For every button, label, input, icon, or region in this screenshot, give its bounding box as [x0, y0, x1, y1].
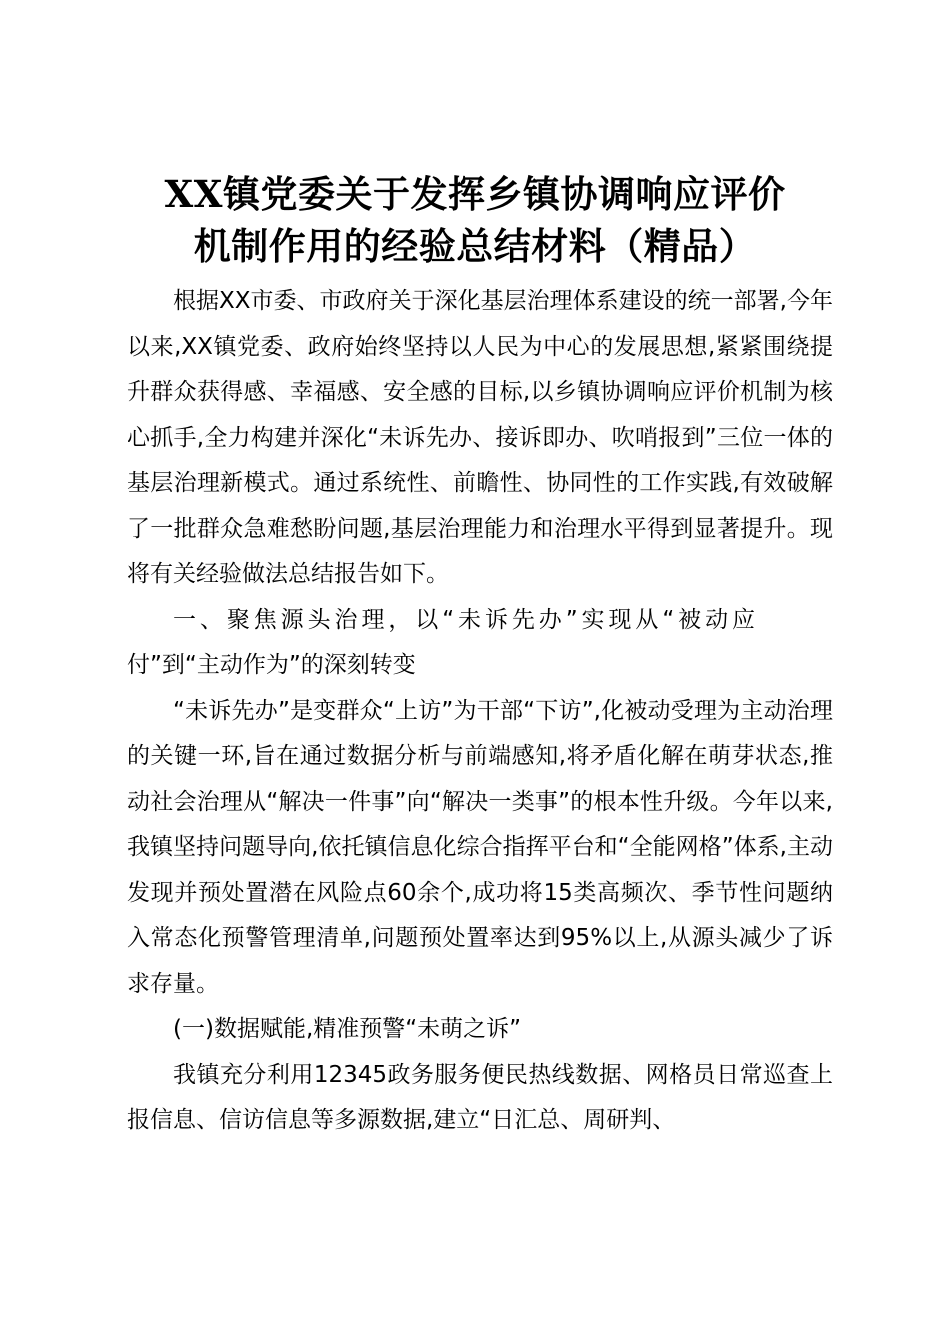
subsection-heading-1: (一)数据赋能,精准预警“未萌之诉” [173, 1016, 522, 1042]
document-title [100, 168, 850, 272]
title-line-2: 机制作用的经验总结材料（精品） [193, 224, 757, 268]
intro-paragraph: 根据XX市委、市政府关于深化基层治理体系建设的统一部署,今年以来,XX镇党委、政府始终坚持以人民为中心的发展思想,紧紧围绕提升群众获得感、幸福感、安全感的目标,以乡镇协调响应评价机制为核心抓手,全力构建并深化“未诉先办、接诉即办、吹哨报到”三位一体的基层治理新模式。通过系统性、前瞻性、协同性的工作实践,有效破解了一批群众急难愁盼问题,基层治理能力和治理水平得到显著提升。现将有关经验做法总结报告如下。 [127, 288, 833, 587]
subsection-1-paragraph: 我镇充分利用12345政务服务便民热线数据、网格员日常巡查上报信息、信访信息等多源数据,建立“日汇总、周研判、 [127, 1061, 833, 1133]
section-heading-1: 一、聚焦源头治理，以“未诉先办”实现从“被动应付”到“主动作为”的深刻转变 [127, 606, 755, 678]
section-1-paragraph: “未诉先办”是变群众“上访”为干部“下访”,化被动受理为主动治理的关键一环,旨在通过数据分析与前端感知,将矛盾化解在萌芽状态,推动社会治理从“解决一件事”向“解决一类事”的根本性升级。今年以来,我镇坚持问题导向,依托镇信息化综合指挥平台和“全能网格”体系,主动发现并预处置潜在风险点60余个,成功将15类高频次、季节性问题纳入常态化预警管理清单,问题预处置率达到95%以上,从源头减少了诉求存量。 [127, 697, 833, 997]
title-line-1: XX镇党委关于发挥乡镇协调响应评价 [164, 172, 786, 216]
document-body [127, 279, 833, 1144]
